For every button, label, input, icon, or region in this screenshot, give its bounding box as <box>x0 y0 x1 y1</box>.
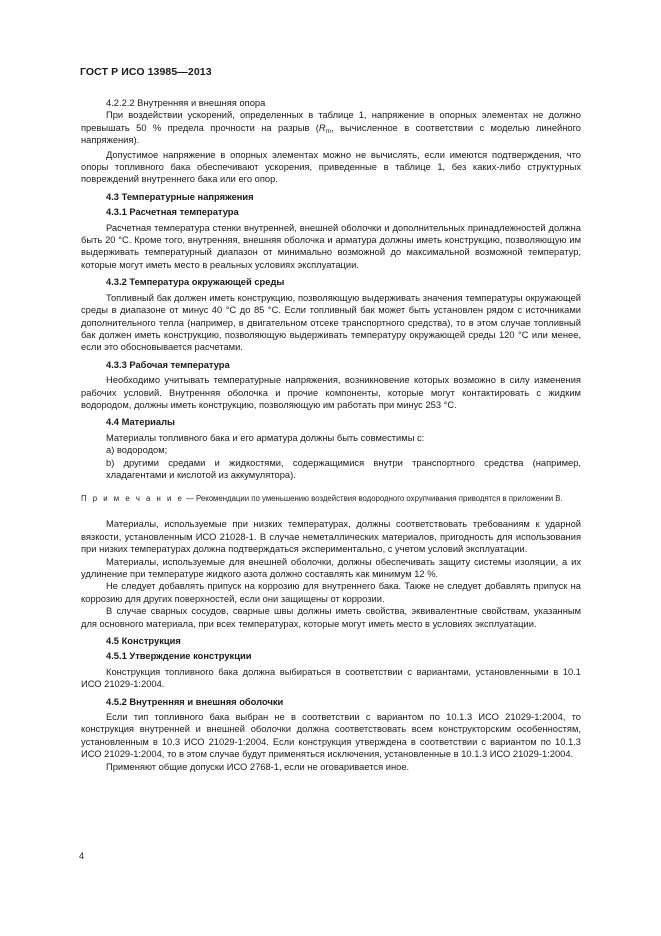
list-item: b) другими средами и жидкостями, содержащимися внутри транспортного средства (например, хладагентами и кислотой из аккумулятора). <box>106 457 581 480</box>
section-heading-4-5-1: 4.5.1 Утверждение конструкции <box>106 651 252 662</box>
page-number: 4 <box>79 851 85 861</box>
section-heading-4-3-1: 4.3.1 Расчетная температура <box>106 207 239 218</box>
symbol-r: R <box>318 122 326 133</box>
paragraph-welded-vessels: В случае сварных сосудов, сварные швы должны иметь свойства, эквивалентные свойствам, указанным для основного материала, при всех температурах, которые могут иметь место в условиях эксплуатации. <box>81 606 581 629</box>
section-heading-4-3-3: 4.3.3 Рабочая температура <box>106 359 230 370</box>
paragraph-ambient-temperature: Топливный бак должен иметь конструкцию, позволяющую выдерживать значения температуры окружающей среды в диапазоне от минус 40 °С до 85 °С. Если топливный бак может быть установлен рядом с источниками дополнительного тепла (например, в двигательном отсеке транспортного средства), то в этом случае топливный бак должен иметь конструкцию, позволяющую выдерживать температуру окружающей среды 120 °С или менее, если это обосновывается расчетами. <box>81 292 581 353</box>
document-body <box>81 97 581 773</box>
paragraph-support-confirmation: Допустимое напряжение в опорных элементах можно не вычислять, если имеются подтверждения, что опоры топливного бака обеспечивают ускорения, приведенные в таблице 1, без каких-либо структурных повреждений внутреннего бака или его опор. <box>81 149 581 185</box>
paragraph-corrosion-allowance: Не следует добавлять припуск на коррозию для внутреннего бака. Также не следует добавлять припуск на коррозию для других поверхностей, если они защищены от коррозии. <box>81 581 581 604</box>
paragraph-design-temperature: Расчетная температура стенки внутренней, внешней оболочки и дополнительных принадлежностей должна быть 20 °С. Кроме того, внутренняя, внешняя оболочка и арматура должны иметь конструкцию, позволяющую им выдерживать температурный диапазон от минимально возможной до максимальной возможной температур, которые могут иметь место в реальных условиях эксплуатации. <box>81 222 581 270</box>
note-text: — Рекомендации по уменьшению воздействия водородного охрупчивания приводятся в приложении В. <box>183 494 563 504</box>
paragraph-shell-design: Если тип топливного бака выбран не в соответствии с вариантом по 10.1.3 ИСО 21029-1:2004, то конструкция внутренней и внешней оболочки должна соответствовать всем конструкторским особенностям, установленным в 10.3 ИСО 21029-1:2004. Если конструкция утверждена в соответствии с вариантом по 10.1.3 ИСО 21029-1:2004, то в этом случае будут применяться исключения, установленные в 10.1.3 ИСО 21029-1:2004. <box>81 712 581 760</box>
paragraph-design-approval: Конструкция топливного бака должна выбираться в соответствии с вариантами, установленными в 10.1 ИСО 21029-1:2004. <box>81 666 581 690</box>
section-heading-4-3: 4.3 Температурные напряжения <box>106 191 254 202</box>
section-heading-4-4: 4.4 Материалы <box>106 417 176 428</box>
paragraph-working-temperature: Необходимо учитывать температурные напряжения, возникновение которых возможно в силу изменения рабочих условий. Внутренняя оболочка и прочие компоненты, которые могут контактировать с жидким водородом, должны иметь конструкцию, позволяющую им работать при минус 253 °С. <box>81 375 581 410</box>
section-heading-4-2-2-2: 4.2.2.2 Внутренняя и внешняя опора <box>106 98 266 108</box>
section-heading-4-5: 4.5 Конструкция <box>106 636 181 647</box>
paragraph-support-stress: При воздействии ускорений, определенных в таблице 1, напряжение в опорных элементах не должно превышать 50 % предела прочности на разрыв ($R_m$, вычисленное в соответствии с моделью линейного напряжения). <box>81 110 581 146</box>
paragraph-outer-shell-materials: Материалы, используемые для внешней оболочки, должны обеспечивать защиту системы изоляции, а их удлинение при температуре жидкого азота должно составлять как минимум 12 %. <box>81 556 581 579</box>
paragraph-tolerances: Применяют общие допуски ИСО 2768-1, если не оговаривается иное. <box>106 761 410 772</box>
paragraph-materials-intro: Материалы топливного бака и его арматура должны быть совместимы с: <box>106 432 425 443</box>
document-header: ГОСТ Р ИСО 13985—2013 <box>80 66 212 78</box>
symbol-subscript: m <box>325 127 332 135</box>
note-label: П р и м е ч а н и е <box>81 494 184 504</box>
section-heading-4-3-2: 4.3.2 Температура окружающей среды <box>106 277 285 288</box>
list-item: a) водородом; <box>106 445 168 456</box>
note <box>81 493 581 504</box>
section-heading-4-5-2: 4.5.2 Внутренняя и внешняя оболочки <box>106 696 284 707</box>
paragraph-low-temp-materials: Материалы, используемые при низких температурах, должны соответствовать требованиям к ударной вязкости, установленным ИСО 21028-1. В случае неметаллических материалов, пригодность для использования при низких температурах должна подтверждаться экспериментально, с учетом условий эксплуатации. <box>81 519 581 555</box>
